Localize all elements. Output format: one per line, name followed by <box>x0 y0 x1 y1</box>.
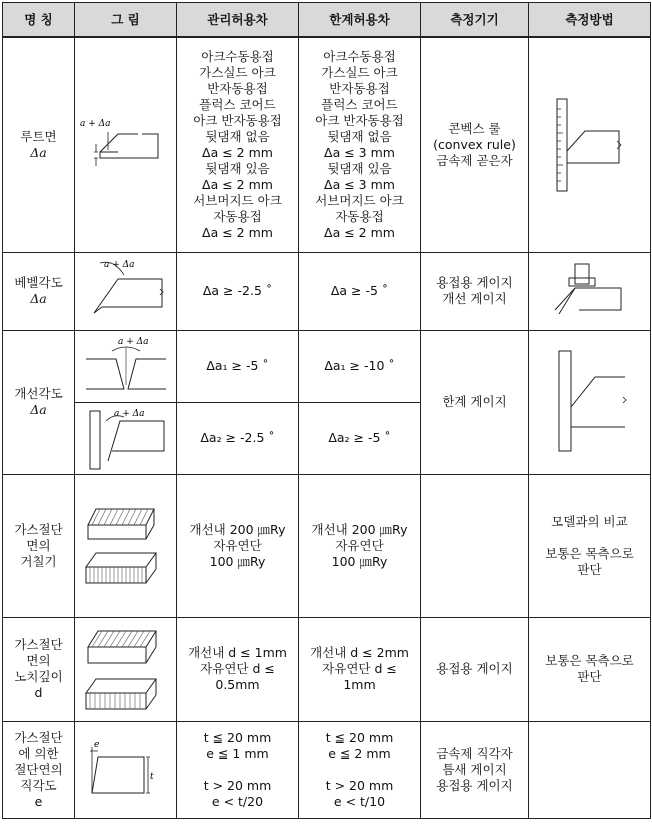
cell-instrument: 금속제 직각자 틈새 게이지 용접용 게이지 <box>421 721 529 818</box>
row-gas-cut-notch <box>3 617 651 721</box>
cell-control: t ≦ 20 mm e ≦ 1 mm t > 20 mm e < t/20 <box>177 721 299 818</box>
figure-label-t: t <box>149 771 154 782</box>
figure-label-e: e <box>93 739 99 750</box>
header-instrument: 측정기기 <box>421 3 529 38</box>
row-root-face <box>3 37 651 252</box>
row-gas-cut-roughness <box>3 474 651 617</box>
cell-method <box>529 37 651 252</box>
cell-limit: 아크수동용접 가스실드 아크 반자동용접 플럭스 코어드 아크 반자동용접 뒷댐재 없음 Δa ≤ 3 mm 뒷댐재 있음 Δa ≤ 3 mm 서브머지드 아크 자동용접 Δa ≤ 2 mm <box>299 37 421 252</box>
cell-name: 베벨각도 Δa <box>3 252 75 330</box>
cell-control: Δa₁ ≥ -5 ˚ <box>177 330 299 402</box>
cell-limit: Δa₁ ≥ -10 ˚ <box>299 330 421 402</box>
row-gas-cut-squareness <box>3 721 651 818</box>
cell-figure <box>75 330 177 402</box>
header-control-tolerance: 관리허용차 <box>177 3 299 38</box>
cell-control: Δa₂ ≥ -2.5 ˚ <box>177 402 299 474</box>
cell-name: 가스절단 에 의한 절단연의 직각도 e <box>3 721 75 818</box>
cell-limit: Δa₂ ≥ -5 ˚ <box>299 402 421 474</box>
cell-method <box>529 252 651 330</box>
groove-angle-bevel-diagram <box>78 405 174 471</box>
cell-instrument: 한계 게이지 <box>421 330 529 474</box>
figure-label: a + Δa <box>79 118 110 129</box>
cell-limit: t ≦ 20 mm e ≦ 2 mm t > 20 mm e < t/10 <box>299 721 421 818</box>
cell-name: 가스절단 면의 노치깊이 d <box>3 617 75 721</box>
notch-specimen-illustration <box>78 621 174 717</box>
row-bevel-angle <box>3 252 651 330</box>
cell-control: 개선내 200 ㎛Ry 자유연단 100 ㎛Ry <box>177 474 299 617</box>
groove-angle-v-diagram <box>78 333 174 399</box>
root-face-diagram <box>78 110 174 180</box>
figure-label: a + Δa <box>103 260 134 270</box>
header-name: 명 칭 <box>3 3 75 38</box>
cell-figure <box>75 474 177 617</box>
cell-limit: 개선내 200 ㎛Ry 자유연단 100 ㎛Ry <box>299 474 421 617</box>
cell-figure <box>75 252 177 330</box>
cell-instrument: 용접용 게이지 <box>421 617 529 721</box>
header-method: 측정방법 <box>529 3 651 38</box>
header-row <box>3 3 651 38</box>
row-groove-angle-1 <box>3 330 651 402</box>
header-limit-tolerance: 한계허용차 <box>299 3 421 38</box>
roughness-specimen-illustration <box>78 501 174 591</box>
cell-control: Δa ≥ -2.5 ˚ <box>177 252 299 330</box>
cell-method <box>529 330 651 474</box>
ruler-measurement-illustration <box>545 95 635 195</box>
cell-limit: Δa ≥ -5 ˚ <box>299 252 421 330</box>
cell-instrument: 콘벡스 룰 (convex rule) 금속제 곧은자 <box>421 37 529 252</box>
cell-method <box>529 721 651 818</box>
figure-label: a + Δa <box>113 409 144 419</box>
cell-figure <box>75 617 177 721</box>
cell-method: 모델과의 비교 보통은 목측으로 판단 <box>529 474 651 617</box>
cell-figure <box>75 721 177 818</box>
cell-name: 개선각도 Δa <box>3 330 75 474</box>
squareness-diagram <box>78 735 174 805</box>
cell-name: 가스절단 면의 거칠기 <box>3 474 75 617</box>
bevel-angle-diagram <box>78 255 174 327</box>
cell-figure <box>75 402 177 474</box>
figure-label: a + Δa <box>117 337 148 347</box>
header-figure: 그 림 <box>75 3 177 38</box>
cell-instrument: 용접용 게이지 개선 게이지 <box>421 252 529 330</box>
tolerance-table <box>2 2 651 819</box>
cell-limit: 개선내 d ≤ 2mm 자유연단 d ≤ 1mm <box>299 617 421 721</box>
cell-control: 아크수동용접 가스실드 아크 반자동용접 플럭스 코어드 아크 반자동용접 뒷댐재 없음 Δa ≤ 2 mm 뒷댐재 있음 Δa ≤ 2 mm 서브머지드 아크 자동용접 Δa ≤ 2 mm <box>177 37 299 252</box>
cell-figure <box>75 37 177 252</box>
bevel-gauge-illustration <box>545 258 635 324</box>
limit-gauge-illustration <box>545 347 635 457</box>
cell-name: 루트면 Δa <box>3 37 75 252</box>
cell-control: 개선내 d ≤ 1mm 자유연단 d ≤ 0.5mm <box>177 617 299 721</box>
cell-method: 보통은 목측으로 판단 <box>529 617 651 721</box>
cell-instrument <box>421 474 529 617</box>
